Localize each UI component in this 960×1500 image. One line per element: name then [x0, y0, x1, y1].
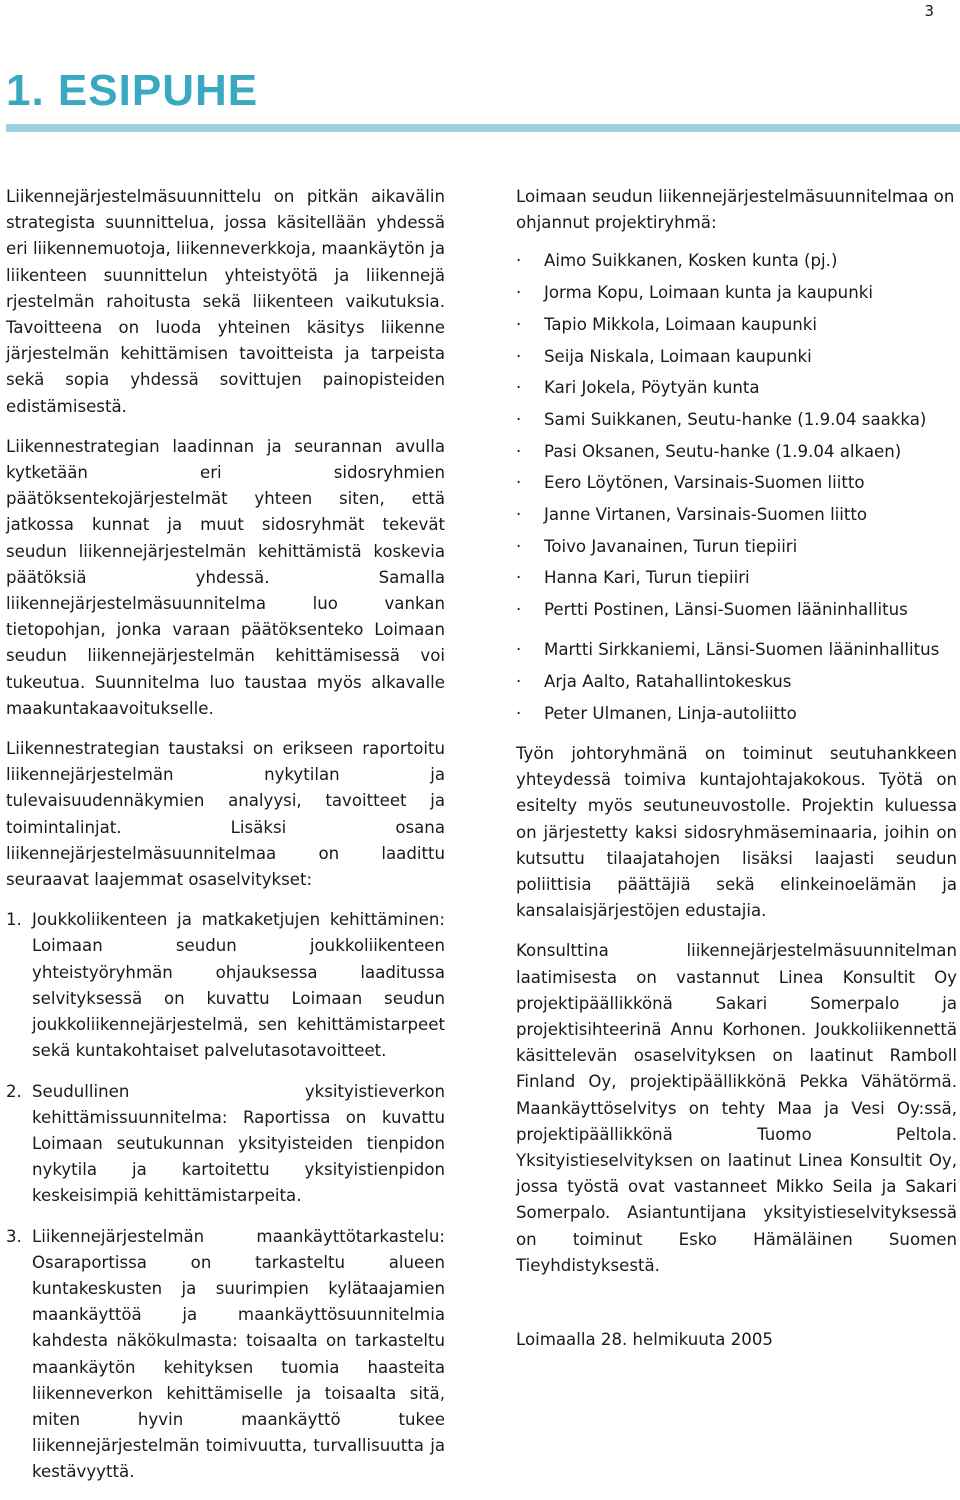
- list-item: · Martti Sirkkaniemi, Länsi-Suomen lääninhallitus: [516, 637, 957, 663]
- sub-reports-list: [6, 907, 445, 1485]
- list-item: · Pasi Oksanen, Seutu-hanke (1.9.04 alkaen): [516, 439, 957, 465]
- list-item: · Hanna Kari, Turun tiepiiri: [516, 565, 957, 591]
- list-item: · Eero Löytönen, Varsinais-Suomen liitto: [516, 470, 957, 496]
- list-item-number: 1.: [6, 910, 22, 930]
- list-item: [6, 1079, 445, 1210]
- list-item: · Janne Virtanen, Varsinais-Suomen liitto: [516, 502, 957, 528]
- list-item: · Toivo Javanainen, Turun tiepiiri: [516, 534, 957, 560]
- strategy-paragraph: Liikennestrategian laadinnan ja seurannan avulla kytketään eri sidosryhmien päätöksentekojärjestelmät yhteen siten, että jatkossa kunnat ja muut sidosryhmät tekevät seudun liikennejärjestelmän kehittämistä koskevia päätöksiä yhdessä. Samalla liikennejärjestelmäsuunnitelma luo vankan tietopohjan, jonka varaan päätöksenteko Loimaan seudun liikennejärjestelmän kehittämisessä voi tukeutua. Suunnitelma luo taustaa myös alkavalle maakuntakaavoitukselle.: [6, 436, 445, 718]
- left-column: [6, 184, 445, 1500]
- list-item-number: 3.: [6, 1226, 22, 1246]
- list-item: · Sami Suikkanen, Seutu-hanke (1.9.04 saakka): [516, 407, 957, 433]
- project-group-list-continued: [516, 637, 957, 727]
- list-item-text: Joukkoliikenteen ja matkaketjujen kehittäminen: Loimaan seudun joukkoliikenteen yhteistyöryhmän ohjauksessa laaditussa selvityksessä on kuvattu Loimaan seudun joukkoliikennejärjestelmä, sen kehittämistarpeet sekä kuntakohtaiset palvelutasotavoitteet.: [32, 910, 445, 1061]
- list-item: · Seija Niskala, Loimaan kaupunki: [516, 344, 957, 370]
- steering-paragraph: Työn johtoryhmänä on toiminut seutuhankkeen yhteydessä toimiva kuntajohtajakokous. Työtä on esitelty myös seutuneuvostolle. Projektin kuluessa on järjestetty kaksi sidosryhmäseminaaria, joihin on kutsuttu tilaajatahojen lisäksi laajasti seudun poliittisia päättäjiä sekä elinkeinoelämän ja kansalaisjärjestöjen edustajia.: [516, 743, 957, 921]
- list-item: · Tapio Mikkola, Loimaan kaupunki: [516, 312, 957, 338]
- background-paragraph: Liikennestrategian taustaksi on erikseen raportoitu liikennejärjestelmän nykytilan ja tulevaisuudennäkymien analyysi, tavoitteet ja toimintalinjat. Lisäksi osana liikennejärjestelmäsuunnitelmaa on laadittu seuraavat laajemmat osaselvitykset:: [6, 739, 445, 890]
- page-title: 1. ESIPUHE: [6, 66, 259, 115]
- list-item: · Jorma Kopu, Loimaan kunta ja kaupunki: [516, 280, 957, 306]
- list-item: · Peter Ulmanen, Linja-autoliitto: [516, 701, 957, 727]
- list-item-number: 2.: [6, 1081, 22, 1101]
- list-item: · Aimo Suikkanen, Kosken kunta (pj.): [516, 248, 957, 274]
- list-item-text: Seudullinen yksityistieverkon kehittämissuunnitelma: Raportissa on kuvattu Loimaan seutukunnan yksityisteiden tienpidon nykytila ja kartoitettu yksityistienpidon keskeisimpiä kehittämistarpeita.: [32, 1081, 445, 1206]
- list-item: · Arja Aalto, Ratahallintokeskus: [516, 669, 957, 695]
- title-rule: [6, 124, 960, 132]
- consultant-paragraph: Konsulttina liikennejärjestelmäsuunnitelman laatimisesta on vastannut Linea Konsultit Oy projektipäällikkönä Sakari Somerpalo ja projektisihteerinä Annu Korhonen. Joukkoliikennettä käsittelevän osaselvityksen on laatinut Ramboll Finland Oy, projektipäällikkönä Pekka Vähätörmä. Maankäyttöselvitys on tehty Maa ja Vesi Oy:ssä, projektipäällikkönä Tuomo Peltola. Yksityistieselvityksen on laatinut Linea Konsultit Oy, jossa työstä ovat vastanneet Mikko Seila ja Sakari Somerpalo. Asiantuntijana yksityistieselvityksessä on toiminut Esko Hämäläinen Suomen Tieyhdistyksestä.: [516, 941, 957, 1275]
- page-number: 3: [924, 2, 934, 20]
- list-item-text: Liikennejärjestelmän maankäyttötarkastelu: Osaraportissa on tarkasteltu alueen kuntakeskusten ja suurimpien kylätaajamien maankäyttöä ja maankäyttösuunnitelmia kahdesta näkökulmasta: toisaalta on tarkasteltu maankäytön kehityksen tuomia haasteita liikenneverkon kehittämiselle ja toisaalta sitä, miten hyvin maankäyttö tukee liikennejärjestelmän toimivuutta, turvallisuutta ja kestävyyttä.: [32, 1226, 445, 1482]
- signoff-line: Loimaalla 28. helmikuuta 2005: [516, 1330, 773, 1350]
- list-item: [6, 907, 445, 1064]
- intro-paragraph: Liikennejärjestelmäsuunnittelu on pitkän aikavälin strategista suunnittelua, jossa käsitellään yhdessä eri liikennemuotoja, liikenneverkkoja, maankäytön ja liikenteen suunnittelun yhteistyötä ja liikennejä rjestelmän rahoitusta sekä liikenteen vaikutuksia. Tavoitteena on luoda yhteinen käsitys liikenne järjestelmän kehittämisen tavoitteista ja tarpeista sekä sopia yhdessä sovittujen painopisteiden edistämisestä.: [6, 187, 445, 416]
- project-group-intro: Loimaan seudun liikennejärjestelmäsuunnitelmaa on ohjannut projektiryhmä:: [516, 187, 955, 233]
- list-item: [6, 1224, 445, 1486]
- project-group-list: [516, 248, 957, 623]
- list-item: · Kari Jokela, Pöytyän kunta: [516, 375, 957, 401]
- right-column: [516, 184, 957, 1367]
- list-item: · Pertti Postinen, Länsi-Suomen lääninhallitus: [516, 597, 957, 623]
